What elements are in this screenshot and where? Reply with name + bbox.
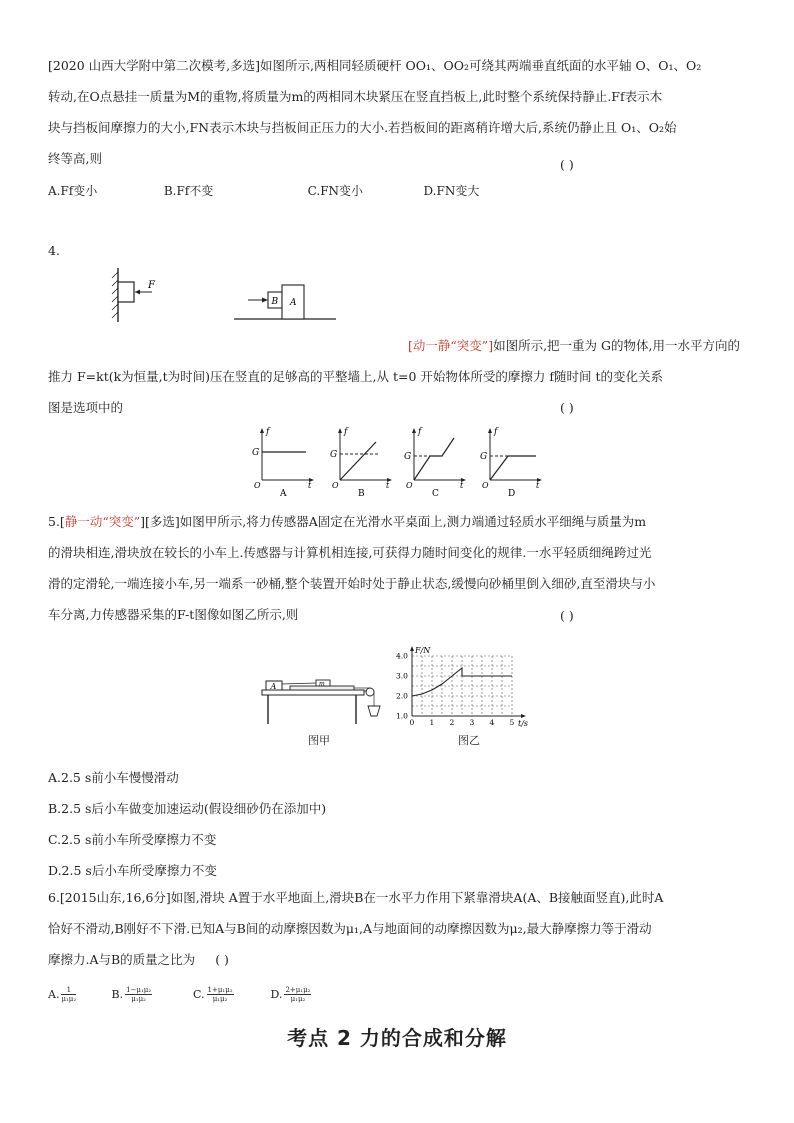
q6-answer-paren: ( ): [215, 952, 229, 967]
svg-text:O: O: [406, 481, 413, 490]
q3-line4: 终等高,则: [48, 151, 102, 166]
svg-text:C: C: [432, 489, 439, 499]
q4-option-graphs: [250, 424, 550, 500]
ft-x-axis-label: t/s: [518, 719, 529, 728]
svg-text:t: t: [460, 481, 464, 490]
q5-line2: 的滑块相连,滑块放在较长的小车上.传感器与计算机相连接,可获得力随时间变化的规律.一水平轻质细绳跨过光: [48, 545, 652, 560]
q5-options: [48, 762, 326, 886]
q5-figure1-caption: 图甲: [308, 734, 330, 747]
q5-stem: [48, 506, 748, 630]
svg-text:t: t: [308, 481, 312, 490]
q4-answer-paren: ( ): [560, 400, 574, 415]
q5-answer-paren: ( ): [560, 608, 574, 623]
q6-line2: 恰好不滑动,B刚好不下滑.已知A与B间的动摩擦因数为μ₁,A与地面间的动摩擦因数为μ₂,最大静摩擦力等于滑动: [48, 921, 652, 936]
q5-option-a: A.2.5 s前小车慢慢滑动: [48, 770, 179, 785]
svg-text:A: A: [280, 489, 287, 499]
svg-text:D: D: [508, 489, 516, 499]
svg-text:t: t: [536, 481, 540, 490]
q3-answer-paren: ( ): [560, 157, 574, 172]
q5-option-d: D.2.5 s后小车所受摩擦力不变: [48, 863, 217, 878]
svg-text:B: B: [358, 489, 365, 499]
q3-line2: 转动,在O点悬挂一质量为M的重物,将质量为m的两相同木块紧压在竖直挡板上,此时整个系统保持静止.Ff表示木: [48, 89, 663, 104]
graph-option-a[interactable]: [252, 427, 314, 499]
q3-option-d: D.FN变大: [423, 184, 480, 198]
q3-stem: [48, 50, 748, 174]
q5-line3: 滑的定滑轮,一端连接小车,另一端系一砂桶,整个装置开始时处于静止状态,缓慢向砂桶里倒入细砂,直至滑块与小: [48, 576, 656, 591]
q4-line1: [动一静“突变”]如图所示,把一重为 G的物体,用一水平方向的: [408, 338, 740, 353]
q6-option-a: A. $\frac{1}{\text{μ₁μ₂}}$: [48, 986, 77, 1003]
q6-option-c: C. $\frac{\text{1+μ₁μ₂}}{\text{μ₁μ₂}}$: [193, 986, 233, 1003]
q3-option-b: B.Ff不变: [163, 184, 214, 198]
q3-line1: [2020 山西大学附中第二次模考,多选]如图所示,两相同轻质硬杆 OO₁、OO₂可绕其两端垂直纸面的水平轴 O、O₁、O₂: [48, 58, 702, 73]
q5-option-b: B.2.5 s后小车做变加速运动(假设细砂仍在添加中): [48, 801, 327, 816]
y-axis-arrow: [410, 646, 414, 651]
q6-stem: [48, 882, 748, 975]
q4-block-a-label: A: [290, 298, 297, 308]
ft-y-axis-label: F/N: [415, 646, 431, 655]
svg-text:f: f: [266, 427, 270, 437]
q6-option-d: D. $\frac{\text{2+μ₁μ₂}}{\text{μ₁μ₂}}$: [270, 986, 311, 1003]
x-tick-label: 5: [509, 718, 515, 727]
svg-text:f: f: [344, 427, 348, 437]
q3-option-c: C.FN变小: [307, 184, 364, 198]
q5-ft-chart: [390, 644, 540, 736]
q4-stem: [48, 330, 748, 423]
q4-tag: [动一静“突变”]: [408, 338, 494, 353]
q4-wall-figure: [108, 266, 168, 326]
x-tick-label: 0: [409, 718, 415, 727]
q5-apparatus-figure: [258, 670, 388, 740]
q3-line3: 块与挡板间摩擦力的大小,FN表示木块与挡板间正压力的大小.若挡板间的距离稍许增大后,系统仍静止且 O₁、O₂始: [48, 120, 677, 135]
q6-line1: 6.[2015山东,16,6分]如图,滑块 A置于水平地面上,滑块B在一水平力作用下紧靠滑块A(A、B接触面竖直),此时A: [48, 890, 664, 905]
q3-option-a: A.Ff变小: [48, 184, 98, 198]
graph-option-b[interactable]: [330, 427, 392, 499]
q5-tag: 静一动“突变”: [64, 514, 141, 529]
x-axis-arrow: [521, 714, 526, 718]
y-tick-label: 2.0: [396, 691, 408, 701]
q4-blocks-figure: [230, 280, 340, 326]
y-tick-label: 1.0: [396, 711, 408, 721]
q4-line2: 推力 F=kt(k为恒量,t为时间)压在竖直的足够高的平整墙上,从 t=0 开始物体所受的摩擦力 f随时间 t的变化关系: [48, 369, 664, 384]
q6-option-b: B. $\frac{\text{1−μ₁μ₂}}{\text{μ₁μ₂}}$: [111, 986, 152, 1003]
y-tick-label: 4.0: [396, 651, 408, 661]
x-tick-label: 4: [489, 718, 495, 727]
graph-option-d[interactable]: [480, 427, 542, 499]
sensor-a-label: A: [270, 682, 277, 691]
slider-m-label: m: [319, 680, 325, 688]
q6-line3: 摩擦力.A与B的质量之比为 ( ): [48, 952, 229, 967]
svg-text:G: G: [330, 450, 338, 460]
q6-options: [48, 986, 311, 1003]
svg-text:f: f: [418, 427, 422, 437]
x-tick-label: 2: [449, 718, 455, 727]
svg-text:O: O: [332, 481, 339, 490]
q4-force-label: F: [148, 280, 155, 291]
q5-line1: 5.[静一动“突变”][多选]如图甲所示,将力传感器A固定在光滑水平桌面上,测力端通过轻质水平细绳与质量为m: [48, 514, 647, 529]
q3-options: [48, 182, 479, 199]
q4-block-b-label: B: [271, 297, 279, 307]
svg-text:G: G: [404, 452, 412, 462]
svg-text:O: O: [254, 481, 261, 490]
q4-number: 4.: [48, 243, 60, 258]
q5-figure2-caption: 图乙: [458, 734, 480, 747]
q4-line3: 图是选项中的: [48, 400, 124, 415]
q5-option-c: C.2.5 s前小车所受摩擦力不变: [48, 832, 217, 847]
svg-text:O: O: [482, 481, 489, 490]
svg-text:G: G: [252, 448, 260, 458]
q5-line4: 车分离,力传感器采集的F-t图像如图乙所示,则: [48, 607, 299, 622]
section-title: 考点 2 力的合成和分解: [287, 1026, 507, 1050]
svg-text:G: G: [480, 452, 488, 462]
y-tick-label: 3.0: [396, 671, 408, 681]
svg-text:f: f: [494, 427, 498, 437]
x-tick-label: 3: [469, 718, 475, 727]
x-tick-label: 1: [429, 718, 435, 727]
graph-option-c[interactable]: [404, 427, 466, 499]
svg-text:t: t: [386, 481, 390, 490]
